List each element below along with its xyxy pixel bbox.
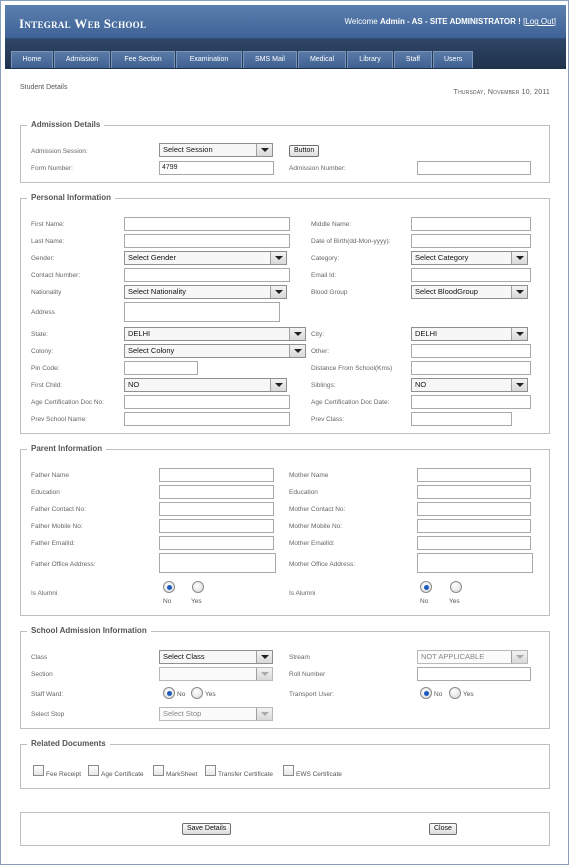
brand-title: Integral Web School <box>19 16 147 31</box>
father-education-input[interactable] <box>159 485 274 499</box>
section-legend: Related Documents <box>27 739 110 748</box>
state-select[interactable] <box>124 327 306 341</box>
transport-no-radio[interactable] <box>420 687 432 699</box>
category-value: Select Category <box>415 253 469 262</box>
mother-office-textarea[interactable] <box>417 553 533 573</box>
father-contact-input[interactable] <box>159 502 274 516</box>
mother-name-input[interactable] <box>417 468 531 482</box>
fee-receipt-checkbox[interactable] <box>33 765 44 776</box>
chevron-down-icon <box>289 328 305 340</box>
tab-users[interactable]: Users <box>433 51 473 68</box>
transfer-certificate-checkbox[interactable] <box>205 765 216 776</box>
staff-ward-yes-label: Yes <box>205 691 216 698</box>
state-value: DELHI <box>128 329 151 338</box>
city-label: City: <box>311 331 324 338</box>
distance-label: Distance From School(Kms) <box>311 365 393 372</box>
section-legend: Admission Details <box>27 120 104 129</box>
father-alumni-yes-radio[interactable] <box>192 581 204 593</box>
marksheet-label: MarkSheet <box>166 771 198 778</box>
section-label: Section <box>31 671 53 678</box>
chevron-down-icon <box>511 379 527 391</box>
prev-school-label: Prev School Name: <box>31 416 87 423</box>
father-mobile-label: Father Mobile No: <box>31 523 83 530</box>
transport-no-label: No <box>434 691 443 698</box>
tab-staff[interactable]: Staff <box>394 51 432 68</box>
email-label: Email Id: <box>311 272 337 279</box>
breadcrumb: Student Details <box>20 84 68 91</box>
father-alumni-label: Is Alumni <box>31 590 58 597</box>
chevron-down-icon <box>511 651 527 663</box>
siblings-label: Siblings: <box>311 382 336 389</box>
close-button[interactable]: Close <box>429 823 457 835</box>
staff-ward-yes-radio[interactable] <box>191 687 203 699</box>
admission-session-value: Select Session <box>163 145 213 154</box>
logout-close-bracket: ] <box>553 17 556 26</box>
fee-receipt-label: Fee Receipt <box>46 771 82 778</box>
stop-select[interactable] <box>159 707 273 721</box>
tab-home[interactable]: Home <box>11 51 53 68</box>
mother-education-label: Education <box>289 489 318 496</box>
siblings-value: NO <box>415 380 427 389</box>
age-cert-date-input[interactable] <box>411 395 531 409</box>
chevron-down-icon <box>256 708 272 720</box>
section-select[interactable] <box>159 667 273 681</box>
main-nav <box>5 39 566 69</box>
admission-number-input[interactable] <box>417 161 531 175</box>
stream-value: NOT APPLICABLE <box>421 652 485 661</box>
parent-information-section <box>20 444 550 616</box>
prev-school-input[interactable] <box>124 412 290 426</box>
pin-code-label: Pin Code: <box>31 365 60 372</box>
father-name-input[interactable] <box>159 468 274 482</box>
tab-library[interactable]: Library <box>347 51 393 68</box>
last-name-input[interactable] <box>124 234 290 248</box>
mother-alumni-yes-label: Yes <box>449 598 460 605</box>
siblings-select[interactable] <box>411 378 528 392</box>
first-child-select[interactable] <box>124 378 287 392</box>
roll-number-input[interactable] <box>417 667 531 681</box>
mother-email-label: Mother EmailId: <box>289 540 335 547</box>
mother-office-label: Mother Office Address: <box>289 561 355 568</box>
age-cert-no-input[interactable] <box>124 395 290 409</box>
father-name-label: Father Name <box>31 472 69 479</box>
staff-ward-no-radio[interactable] <box>163 687 175 699</box>
tab-admission[interactable]: Admission <box>54 51 110 68</box>
chevron-down-icon <box>256 144 272 156</box>
class-select[interactable] <box>159 650 273 664</box>
ews-certificate-checkbox[interactable] <box>283 765 294 776</box>
age-certificate-checkbox[interactable] <box>88 765 99 776</box>
mother-alumni-no-label: No <box>420 598 429 605</box>
mother-email-input[interactable] <box>417 536 531 550</box>
current-date: Thursday, November 10, 2011 <box>453 89 550 96</box>
father-alumni-no-radio[interactable] <box>163 581 175 593</box>
contact-number-input[interactable] <box>124 268 290 282</box>
admission-details-section <box>20 120 550 183</box>
transport-user-label: Transport User: <box>289 691 334 698</box>
mother-name-label: Mother Name <box>289 472 329 479</box>
class-value: Select Class <box>163 652 205 661</box>
save-details-button[interactable]: Save Details <box>182 823 231 835</box>
welcome-bar <box>345 17 557 26</box>
current-user: Admin - AS - SITE ADMINISTRATOR ! <box>379 17 521 26</box>
chevron-down-icon <box>256 651 272 663</box>
middle-name-input[interactable] <box>411 217 531 231</box>
first-child-label: First Child: <box>31 382 63 389</box>
related-documents-section <box>20 739 550 789</box>
tab-sms-mail[interactable]: SMS Mail <box>243 51 297 68</box>
welcome-prefix: Welcome <box>344 17 378 26</box>
prev-class-label: Prev Class: <box>311 416 345 423</box>
section-legend: Personal Information <box>27 193 115 202</box>
marksheet-checkbox[interactable] <box>153 765 164 776</box>
school-admission-section <box>20 626 550 729</box>
transport-yes-radio[interactable] <box>449 687 461 699</box>
father-email-input[interactable] <box>159 536 274 550</box>
other-label: Other: <box>311 348 330 355</box>
mother-contact-input[interactable] <box>417 502 531 516</box>
prev-class-input[interactable] <box>411 412 512 426</box>
chevron-down-icon <box>511 286 527 298</box>
father-contact-label: Father Contact No: <box>31 506 86 513</box>
blood-group-select[interactable] <box>411 285 528 299</box>
age-certificate-label: Age Certificate <box>101 771 144 778</box>
mother-education-input[interactable] <box>417 485 531 499</box>
gender-label: Gender: <box>31 255 55 262</box>
city-value: DELHI <box>415 329 438 338</box>
section-legend: School Admission Information <box>27 626 151 635</box>
chevron-down-icon <box>270 379 286 391</box>
age-cert-date-label: Age Certification Doc Date: <box>311 399 390 406</box>
stream-label: Stream <box>289 654 310 661</box>
father-alumni-no-label: No <box>163 598 172 605</box>
father-education-label: Education <box>31 489 60 496</box>
contact-number-label: Contact Number: <box>31 272 81 279</box>
blood-group-label: Blood Group <box>311 289 348 296</box>
admission-session-select[interactable] <box>159 143 273 157</box>
mother-mobile-input[interactable] <box>417 519 531 533</box>
select-stop-label: Select Stop <box>31 711 65 718</box>
middle-name-label: Middle Name: <box>311 221 352 228</box>
stop-value: Select Stop <box>163 709 202 718</box>
mother-alumni-no-radio[interactable] <box>420 581 432 593</box>
staff-ward-label: Staff Ward: <box>31 691 64 698</box>
tab-medical[interactable]: Medical <box>298 51 346 68</box>
personal-information-section <box>20 193 550 434</box>
pin-code-input[interactable] <box>124 361 198 375</box>
app-header <box>5 5 566 39</box>
distance-input[interactable] <box>411 361 531 375</box>
tab-examination[interactable]: Examination <box>176 51 242 68</box>
actions-box <box>20 812 550 846</box>
father-office-textarea[interactable] <box>159 553 276 573</box>
father-office-label: Father Office Address: <box>31 561 96 568</box>
admission-number-label: Admission Number: <box>289 165 346 172</box>
city-select[interactable] <box>411 327 528 341</box>
age-cert-no-label: Age Certification Doc No: <box>31 399 104 406</box>
category-label: Category: <box>311 255 340 262</box>
mother-alumni-yes-radio[interactable] <box>450 581 462 593</box>
last-name-label: Last Name: <box>31 238 65 245</box>
logout-link[interactable]: Log Out <box>525 17 554 26</box>
father-alumni-yes-label: Yes <box>191 598 202 605</box>
transfer-certificate-label: Transfer Certificate <box>218 771 274 778</box>
chevron-down-icon <box>511 252 527 264</box>
staff-ward-no-label: No <box>177 691 186 698</box>
gender-value: Select Gender <box>128 253 176 262</box>
other-input[interactable] <box>411 344 531 358</box>
nationality-select[interactable] <box>124 285 287 299</box>
address-textarea[interactable] <box>124 302 280 322</box>
address-label: Address <box>31 309 55 316</box>
dob-label: Date of Birth(dd-Mon-yyyy): <box>311 238 391 245</box>
nationality-label: Nationality <box>31 289 62 296</box>
form-number-label: Form Number: <box>31 165 73 172</box>
chevron-down-icon <box>270 252 286 264</box>
dob-input[interactable] <box>411 234 531 248</box>
mother-mobile-label: Mother Mobile No: <box>289 523 343 530</box>
email-input[interactable] <box>411 268 531 282</box>
first-name-label: First Name: <box>31 221 65 228</box>
class-label: Class <box>31 654 48 661</box>
stream-select[interactable] <box>417 650 528 664</box>
colony-select[interactable] <box>124 344 306 358</box>
admission-session-label: Admission Session: <box>31 148 88 155</box>
mother-alumni-label: Is Alumni <box>289 590 316 597</box>
nav-tabs <box>11 51 474 68</box>
tab-fee-section[interactable]: Fee Section <box>111 51 175 68</box>
transport-yes-label: Yes <box>463 691 474 698</box>
first-child-value: NO <box>128 380 140 389</box>
logout-open-bracket: [ <box>523 17 526 26</box>
blood-group-value: Select BloodGroup <box>415 287 478 296</box>
chevron-down-icon <box>511 328 527 340</box>
chevron-down-icon <box>289 345 305 357</box>
roll-number-label: Roll Number <box>289 671 326 678</box>
chevron-down-icon <box>256 668 272 680</box>
generic-button[interactable]: Button <box>289 145 319 157</box>
colony-value: Select Colony <box>128 346 175 355</box>
gender-select[interactable] <box>124 251 287 265</box>
section-legend: Parent Information <box>27 444 106 453</box>
colony-label: Colony: <box>31 348 54 355</box>
chevron-down-icon <box>270 286 286 298</box>
father-mobile-input[interactable] <box>159 519 274 533</box>
form-number-input[interactable]: 4799 <box>159 161 274 175</box>
mother-contact-label: Mother Contact No: <box>289 506 346 513</box>
nationality-value: Select Nationality <box>128 287 186 296</box>
category-select[interactable] <box>411 251 528 265</box>
state-label: State: <box>31 331 48 338</box>
first-name-input[interactable] <box>124 217 290 231</box>
ews-certificate-label: EWS Certificate <box>296 771 342 778</box>
father-email-label: Father EmailId: <box>31 540 76 547</box>
